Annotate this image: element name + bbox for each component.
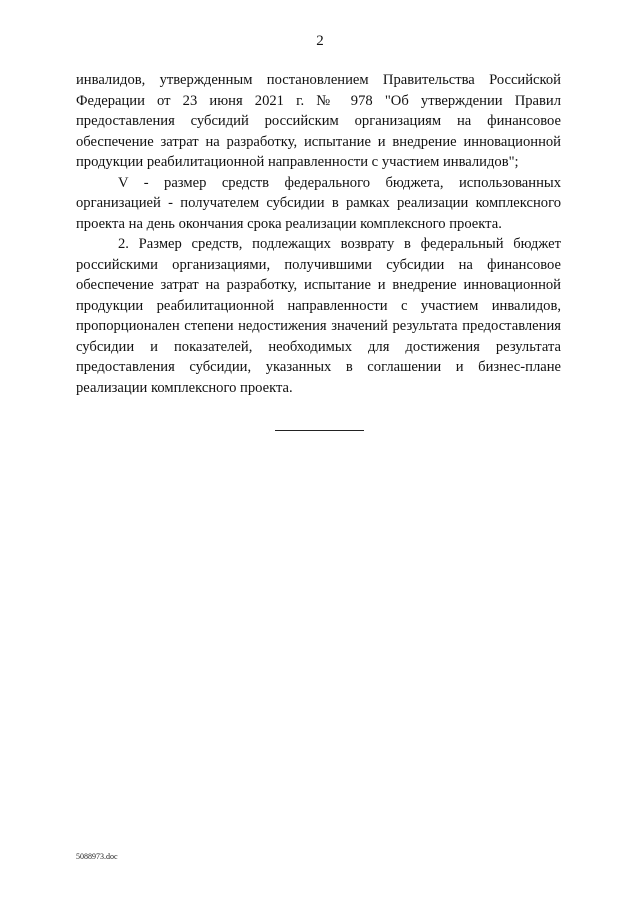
end-separator-line <box>275 430 364 431</box>
footer-file-name: 5088973.doc <box>76 852 118 861</box>
page-number: 2 <box>316 33 324 49</box>
paragraph-continuation: инвалидов, утвержденным постановлением Правительства Российской Федерации от 23 июня 2021 г. № 978 "Об утверждении Правил предоставления субсидий российским организациям на финансовое обеспечение затрат на разработку, испытание и внедрение инновационной продукции реабилитационной направленности с участием инвалидов"; <box>76 72 561 170</box>
document-body <box>76 70 561 398</box>
paragraph-clause-2: 2. Размер средств, подлежащих возврату в федеральный бюджет российскими организациями, получившими субсидии на финансовое обеспечение затрат на разработку, испытание и внедрение инновационной продукции реабилитационной направленности с участием инвалидов, пропорционален степени недостижения значений результата предоставления субсидии и показателей, необходимых для достижения результата предоставления субсидии, указанных в соглашении и бизнес-плане реализации комплексного проекта. <box>76 236 561 396</box>
paragraph-definition-v: V - размер средств федерального бюджета, использованных организацией - получателем субсидии в рамках реализации комплексного проекта на день окончания срока реализации комплексного проекта. <box>76 174 561 232</box>
